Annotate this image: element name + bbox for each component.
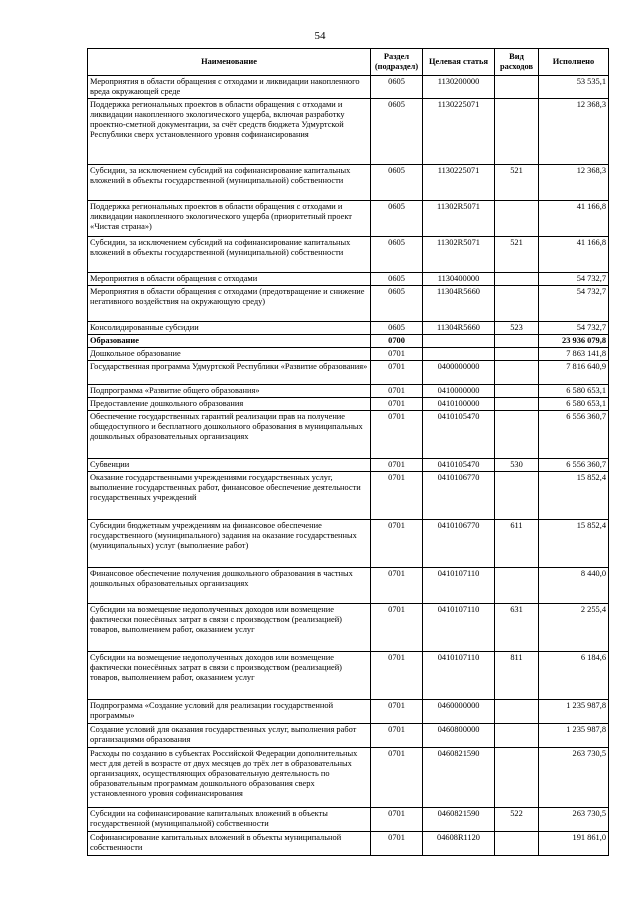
row-section: 0701 bbox=[371, 652, 423, 700]
row-section: 0701 bbox=[371, 724, 423, 748]
header-name: Наименование bbox=[88, 49, 371, 76]
row-section: 0605 bbox=[371, 76, 423, 99]
row-type bbox=[495, 385, 539, 398]
row-executed: 6 184,6 bbox=[539, 652, 609, 700]
table-row bbox=[88, 832, 609, 856]
row-type: 530 bbox=[495, 459, 539, 472]
table-row bbox=[88, 398, 609, 411]
row-target: 0410107110 bbox=[423, 652, 495, 700]
table-row bbox=[88, 652, 609, 700]
row-executed: 2 255,4 bbox=[539, 604, 609, 652]
row-type bbox=[495, 472, 539, 520]
row-type: 811 bbox=[495, 652, 539, 700]
row-name: Финансовое обеспечение получения дошкольного образования в частных дошкольных образовательных организациях bbox=[88, 568, 371, 604]
row-target: 11304R5660 bbox=[423, 322, 495, 335]
row-name: Субсидии, за исключением субсидий на софинансирование капитальных вложений в объекты государственной (муниципальной) собственности bbox=[88, 165, 371, 201]
row-executed: 6 556 360,7 bbox=[539, 459, 609, 472]
row-target: 0410105470 bbox=[423, 411, 495, 459]
row-target: 0460821590 bbox=[423, 748, 495, 808]
row-section: 0701 bbox=[371, 832, 423, 856]
row-name: Субсидии на софинансирование капитальных вложений в объекты государственной (муниципальной) собственности bbox=[88, 808, 371, 832]
table-row bbox=[88, 322, 609, 335]
row-executed: 7 863 141,8 bbox=[539, 348, 609, 361]
row-target: 0410100000 bbox=[423, 398, 495, 411]
row-type bbox=[495, 348, 539, 361]
row-target: 11304R5660 bbox=[423, 286, 495, 322]
row-type: 631 bbox=[495, 604, 539, 652]
row-name: Поддержка региональных проектов в области обращения с отходами и ликвидации накопленного экологического ущерба, включая разработку проектно-сметной документации, за счёт средств бюджета Удмуртской Республики сверх установленного уровня софинансирования bbox=[88, 99, 371, 165]
row-type bbox=[495, 724, 539, 748]
table-body bbox=[88, 76, 609, 856]
row-target: 0460821590 bbox=[423, 808, 495, 832]
row-type bbox=[495, 286, 539, 322]
row-target: 0410106770 bbox=[423, 520, 495, 568]
row-target: 0400000000 bbox=[423, 361, 495, 385]
row-type bbox=[495, 411, 539, 459]
row-section: 0605 bbox=[371, 165, 423, 201]
header-type: Вид расходов bbox=[495, 49, 539, 76]
row-type bbox=[495, 76, 539, 99]
row-target: 1130400000 bbox=[423, 273, 495, 286]
row-section: 0701 bbox=[371, 385, 423, 398]
row-section: 0605 bbox=[371, 286, 423, 322]
row-section: 0605 bbox=[371, 99, 423, 165]
table-row bbox=[88, 237, 609, 273]
page-number: 54 bbox=[314, 30, 326, 42]
row-type bbox=[495, 201, 539, 237]
row-executed: 41 166,8 bbox=[539, 237, 609, 273]
row-name: Субвенции bbox=[88, 459, 371, 472]
row-type: 522 bbox=[495, 808, 539, 832]
row-section: 0701 bbox=[371, 700, 423, 724]
row-type bbox=[495, 273, 539, 286]
row-name: Подпрограмма «Развитие общего образования» bbox=[88, 385, 371, 398]
row-executed: 191 861,0 bbox=[539, 832, 609, 856]
row-name: Оказание государственными учреждениями государственных услуг, выполнение государственных работ, финансовое обеспечение деятельности государственных учреждений bbox=[88, 472, 371, 520]
row-section: 0701 bbox=[371, 604, 423, 652]
row-section: 0605 bbox=[371, 322, 423, 335]
row-type: 611 bbox=[495, 520, 539, 568]
row-section: 0605 bbox=[371, 237, 423, 273]
row-name: Расходы по созданию в субъектах Российской Федерации дополнительных мест для детей в возрасте от двух месяцев до трёх лет в образовательных организациях, осуществляющих образовательную деятельность по образовательным программам дошкольного образования сверх установленного уровня софинансирования bbox=[88, 748, 371, 808]
row-target bbox=[423, 348, 495, 361]
row-target: 0410105470 bbox=[423, 459, 495, 472]
row-section: 0701 bbox=[371, 472, 423, 520]
table-row bbox=[88, 748, 609, 808]
row-section: 0701 bbox=[371, 520, 423, 568]
table-row bbox=[88, 724, 609, 748]
row-executed: 53 535,1 bbox=[539, 76, 609, 99]
row-name: Мероприятия в области обращения с отходами (предотвращение и снижение негативного воздействия на окружающую среду) bbox=[88, 286, 371, 322]
row-section: 0701 bbox=[371, 459, 423, 472]
row-target bbox=[423, 335, 495, 348]
row-type bbox=[495, 568, 539, 604]
row-target: 1130225071 bbox=[423, 165, 495, 201]
table-row bbox=[88, 808, 609, 832]
row-name: Государственная программа Удмуртской Республики «Развитие образования» bbox=[88, 361, 371, 385]
table-row bbox=[88, 286, 609, 322]
row-section: 0701 bbox=[371, 748, 423, 808]
header-executed: Исполнено bbox=[539, 49, 609, 76]
row-executed: 263 730,5 bbox=[539, 748, 609, 808]
row-section: 0701 bbox=[371, 348, 423, 361]
row-executed: 1 235 987,8 bbox=[539, 724, 609, 748]
table-row bbox=[88, 459, 609, 472]
row-section: 0701 bbox=[371, 411, 423, 459]
row-target: 0460800000 bbox=[423, 724, 495, 748]
row-executed: 263 730,5 bbox=[539, 808, 609, 832]
row-section: 0701 bbox=[371, 568, 423, 604]
table-row bbox=[88, 385, 609, 398]
row-target: 0410107110 bbox=[423, 568, 495, 604]
row-executed: 41 166,8 bbox=[539, 201, 609, 237]
row-name: Софинансирование капитальных вложений в объекты муниципальной собственности bbox=[88, 832, 371, 856]
row-executed: 23 936 079,8 bbox=[539, 335, 609, 348]
row-name: Мероприятия в области обращения с отходами bbox=[88, 273, 371, 286]
header-section: Раздел (подраздел) bbox=[371, 49, 423, 76]
row-section: 0701 bbox=[371, 398, 423, 411]
row-executed: 12 368,3 bbox=[539, 99, 609, 165]
table-header-row bbox=[88, 49, 609, 76]
row-name: Подпрограмма «Создание условий для реализации государственной программы» bbox=[88, 700, 371, 724]
table-row bbox=[88, 520, 609, 568]
row-executed: 6 556 360,7 bbox=[539, 411, 609, 459]
row-executed: 15 852,4 bbox=[539, 520, 609, 568]
table-row bbox=[88, 700, 609, 724]
row-executed: 15 852,4 bbox=[539, 472, 609, 520]
row-name: Дошкольное образование bbox=[88, 348, 371, 361]
budget-execution-table bbox=[87, 48, 609, 856]
row-executed: 54 732,7 bbox=[539, 286, 609, 322]
row-type bbox=[495, 748, 539, 808]
table-row bbox=[88, 335, 609, 348]
row-target: 11302R5071 bbox=[423, 201, 495, 237]
row-type: 521 bbox=[495, 165, 539, 201]
row-executed: 8 440,0 bbox=[539, 568, 609, 604]
row-executed: 6 580 653,1 bbox=[539, 398, 609, 411]
row-type bbox=[495, 700, 539, 724]
row-name: Обеспечение государственных гарантий реализации прав на получение общедоступного и бесплатного дошкольного образования в муниципальных дошкольных образовательных организациях bbox=[88, 411, 371, 459]
row-type bbox=[495, 832, 539, 856]
table-row bbox=[88, 165, 609, 201]
row-name: Мероприятия в области обращения с отходами и ликвидации накопленного вреда окружающей среде bbox=[88, 76, 371, 99]
row-target: 11302R5071 bbox=[423, 237, 495, 273]
table-row bbox=[88, 411, 609, 459]
row-section: 0700 bbox=[371, 335, 423, 348]
header-target: Целевая статья bbox=[423, 49, 495, 76]
row-target: 1130200000 bbox=[423, 76, 495, 99]
table-row bbox=[88, 568, 609, 604]
row-executed: 12 368,3 bbox=[539, 165, 609, 201]
row-target: 1130225071 bbox=[423, 99, 495, 165]
row-type: 521 bbox=[495, 237, 539, 273]
row-target: 0410107110 bbox=[423, 604, 495, 652]
row-name: Создание условий для оказания государственных услуг, выполнения работ организациями образования bbox=[88, 724, 371, 748]
row-executed: 54 732,7 bbox=[539, 273, 609, 286]
table-row bbox=[88, 273, 609, 286]
row-type: 523 bbox=[495, 322, 539, 335]
row-section: 0605 bbox=[371, 201, 423, 237]
row-section: 0701 bbox=[371, 808, 423, 832]
row-section: 0605 bbox=[371, 273, 423, 286]
row-target: 04608R1120 bbox=[423, 832, 495, 856]
row-name: Поддержка региональных проектов в области обращения с отходами и ликвидации накопленного экологического ущерба (приоритетный проект «Чистая страна») bbox=[88, 201, 371, 237]
table-row bbox=[88, 604, 609, 652]
table-row bbox=[88, 76, 609, 99]
row-type bbox=[495, 361, 539, 385]
row-target: 0460000000 bbox=[423, 700, 495, 724]
row-target: 0410106770 bbox=[423, 472, 495, 520]
table-row bbox=[88, 348, 609, 361]
row-name: Субсидии, за исключением субсидий на софинансирование капитальных вложений в объекты государственной (муниципальной) собственности bbox=[88, 237, 371, 273]
row-name: Субсидии бюджетным учреждениям на финансовое обеспечение государственного (муниципального) задания на оказание государственных (муниципальных) услуг (выполнение работ) bbox=[88, 520, 371, 568]
row-name: Субсидии на возмещение недополученных доходов или возмещение фактически понесённых затрат в связи с производством (реализацией) товаров, выполнением работ, оказанием услуг bbox=[88, 604, 371, 652]
row-name: Консолидированные субсидии bbox=[88, 322, 371, 335]
table-row bbox=[88, 361, 609, 385]
table-row bbox=[88, 99, 609, 165]
row-type bbox=[495, 398, 539, 411]
row-name: Предоставление дошкольного образования bbox=[88, 398, 371, 411]
row-executed: 6 580 653,1 bbox=[539, 385, 609, 398]
table-row bbox=[88, 472, 609, 520]
row-executed: 7 816 640,9 bbox=[539, 361, 609, 385]
row-name: Образование bbox=[88, 335, 371, 348]
row-type bbox=[495, 99, 539, 165]
table-row bbox=[88, 201, 609, 237]
row-target: 0410000000 bbox=[423, 385, 495, 398]
row-executed: 54 732,7 bbox=[539, 322, 609, 335]
row-executed: 1 235 987,8 bbox=[539, 700, 609, 724]
row-type bbox=[495, 335, 539, 348]
row-name: Субсидии на возмещение недополученных доходов или возмещение фактически понесённых затрат в связи с производством (реализацией) товаров, выполнением работ, оказанием услуг bbox=[88, 652, 371, 700]
row-section: 0701 bbox=[371, 361, 423, 385]
